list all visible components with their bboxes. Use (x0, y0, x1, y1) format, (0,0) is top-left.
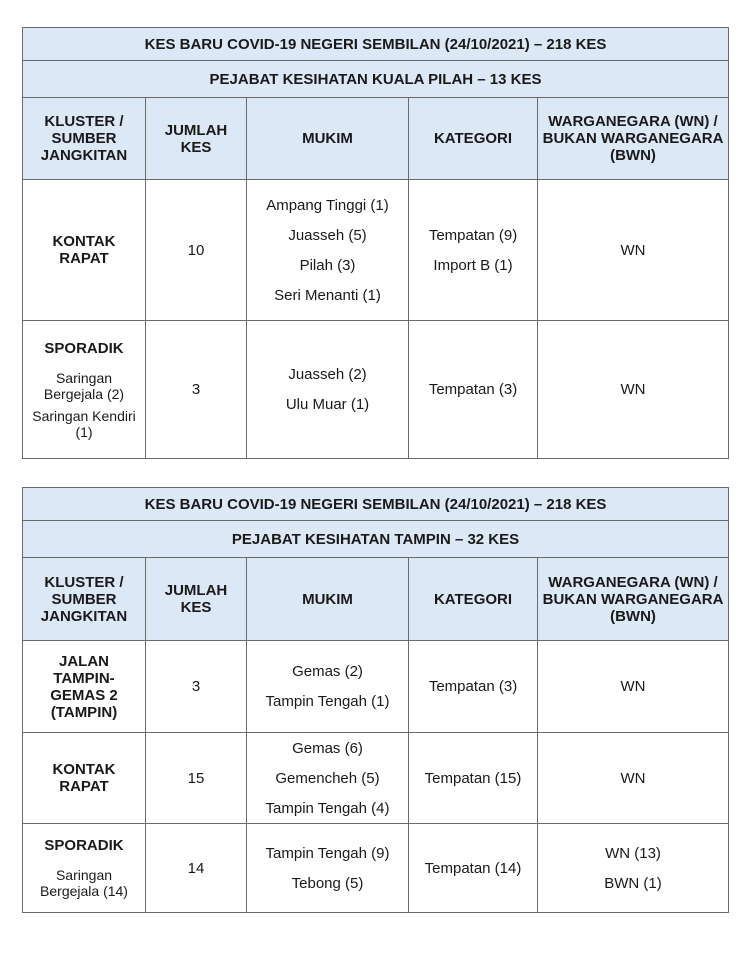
source-cell: KONTAK RAPAT (23, 733, 146, 824)
mukim-cell (247, 824, 409, 913)
source-cell: JALAN TAMPIN-GEMAS 2 (TAMPIN) (23, 641, 146, 733)
mukim-cell (247, 641, 409, 733)
mukim-item: Gemas (2) (292, 663, 363, 680)
category-cell (409, 824, 538, 913)
category-cell (409, 321, 538, 459)
citizenship-item: WN (620, 769, 646, 787)
cases-cell: 14 (146, 824, 247, 913)
mukim-item: Gemencheh (5) (275, 769, 380, 787)
citizenship-cell (538, 733, 729, 824)
category-cell (409, 641, 538, 733)
source-note: Saringan Bergejala (14) (40, 867, 128, 899)
cases-cell: 3 (146, 321, 247, 459)
citizenship-item: WN (620, 381, 646, 398)
table-row (23, 321, 729, 459)
citizenship-cell (538, 180, 729, 321)
header-source: KLUSTER / SUMBER JANGKITAN (23, 558, 146, 641)
mukim-item: Tampin Tengah (4) (265, 799, 390, 817)
header-citizenship: WARGANEGARA (WN) / BUKAN WARGANEGARA (BWN) (538, 558, 729, 641)
header-category: KATEGORI (409, 98, 538, 180)
mukim-item: Ulu Muar (1) (285, 396, 370, 413)
source-cell (23, 321, 146, 459)
citizenship-item: WN (620, 678, 646, 695)
source-cell (23, 824, 146, 913)
citizenship-item: WN (13) (605, 844, 661, 862)
category-item: Tempatan (3) (428, 678, 518, 695)
table-row (23, 641, 729, 733)
citizenship-cell (538, 824, 729, 913)
mukim-cell (247, 733, 409, 824)
table-row (23, 180, 729, 321)
table-title: KES BARU COVID-19 NEGERI SEMBILAN (24/10/2021) – 218 KES (23, 28, 729, 61)
header-category: KATEGORI (409, 558, 538, 641)
citizenship-item: BWN (1) (604, 874, 662, 892)
mukim-cell (247, 180, 409, 321)
header-citizenship: WARGANEGARA (WN) / BUKAN WARGANEGARA (BWN) (538, 98, 729, 180)
category-cell (409, 180, 538, 321)
cases-cell: 10 (146, 180, 247, 321)
citizenship-cell (538, 321, 729, 459)
header-mukim: MUKIM (247, 558, 409, 641)
table-row (23, 824, 729, 913)
health-office-title: PEJABAT KESIHATAN KUALA PILAH – 13 KES (23, 61, 729, 98)
tampin-case-table (22, 487, 729, 913)
mukim-item: Ampang Tinggi (1) (266, 196, 389, 214)
header-cases: JUMLAH KES (146, 98, 247, 180)
mukim-item: Juasseh (5) (288, 226, 367, 244)
citizenship-item: WN (620, 241, 646, 259)
citizenship-cell (538, 641, 729, 733)
source-note: Saringan Kendiri (1) (32, 407, 136, 440)
category-item: Tempatan (15) (424, 769, 522, 787)
category-item: Tempatan (9) (428, 226, 518, 244)
category-item: Tempatan (3) (428, 381, 518, 398)
category-cell (409, 733, 538, 824)
mukim-item: Juasseh (2) (288, 366, 367, 383)
mukim-item: Pilah (3) (299, 256, 356, 274)
source-note: Saringan Bergejala (2) (43, 369, 125, 402)
mukim-item: Gemas (6) (292, 739, 363, 757)
mukim-item: Tampin Tengah (1) (265, 693, 390, 710)
header-source: KLUSTER / SUMBER JANGKITAN (23, 98, 146, 180)
source-label: SPORADIK (44, 837, 124, 854)
table-title: KES BARU COVID-19 NEGERI SEMBILAN (24/10/2021) – 218 KES (23, 488, 729, 521)
category-item: Tempatan (14) (424, 859, 522, 877)
mukim-cell (247, 321, 409, 459)
cases-cell: 15 (146, 733, 247, 824)
source-cell: KONTAK RAPAT (23, 180, 146, 321)
table-row (23, 733, 729, 824)
header-mukim: MUKIM (247, 98, 409, 180)
mukim-item: Seri Menanti (1) (274, 286, 381, 304)
mukim-item: Tampin Tengah (9) (265, 844, 390, 862)
source-label: SPORADIK (44, 339, 124, 357)
kuala-pilah-case-table (22, 27, 729, 459)
cases-cell: 3 (146, 641, 247, 733)
category-item: Import B (1) (433, 256, 513, 274)
header-cases: JUMLAH KES (146, 558, 247, 641)
mukim-item: Tebong (5) (291, 874, 364, 892)
health-office-title: PEJABAT KESIHATAN TAMPIN – 32 KES (23, 521, 729, 558)
